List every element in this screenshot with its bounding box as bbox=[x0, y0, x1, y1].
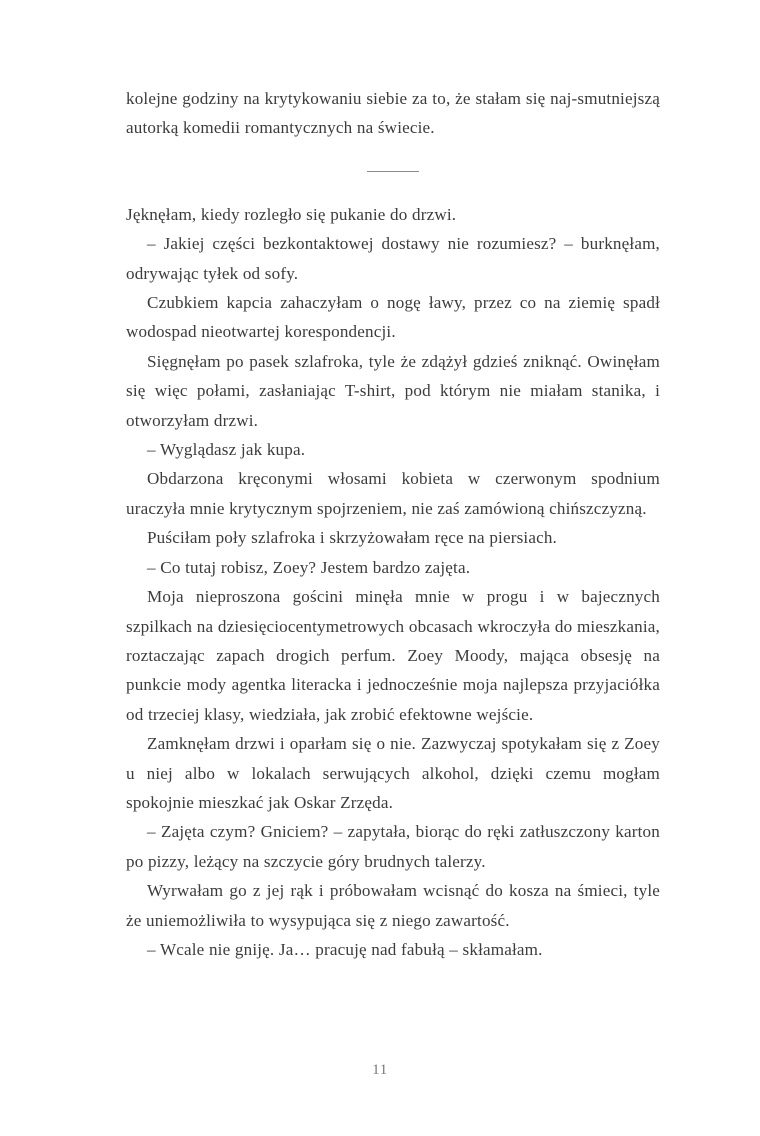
page-number: 11 bbox=[372, 1062, 388, 1078]
paragraph: – Zajęta czym? Gniciem? – zapytała, biorąc do ręki zatłuszczony karton po pizzy, leżący na szczycie góry brudnych talerzy. bbox=[126, 822, 660, 871]
paragraph: Sięgnęłam po pasek szlafroka, tyle że zdążył gdzieś zniknąć. Owinęłam się więc połami, zasłaniając T-shirt, pod którym nie miałam stanika, i otworzyłam drzwi. bbox=[126, 351, 660, 430]
paragraph: – Co tutaj robisz, Zoey? Jestem bardzo zajęta. bbox=[147, 557, 471, 577]
paragraph: – Wyglądasz jak kupa. bbox=[147, 440, 306, 460]
paragraph: – Jakiej części bezkontaktowej dostawy nie rozumiesz? – burknęłam, odrywając tyłek od sofy. bbox=[126, 234, 660, 283]
paragraph: Obdarzona kręconymi włosami kobieta w czerwonym spodnium uraczyła mnie krytycznym spojrzeniem, nie zaś zamówioną chińszczyzną. bbox=[126, 469, 660, 518]
paragraph: Moja nieproszona gościni minęła mnie w progu i w bajecznych szpilkach na dziesięciocentymetrowych obcasach wkroczyła do mieszkania, roztaczając zapach drogich perfum. Zoey Moody, mająca obsesję na punkcie mody agentka literacka i jednocześnie moja najlepsza przyjaciółka od trzeciej klasy, wiedziała, jak zrobić efektowne wejście. bbox=[126, 587, 660, 724]
text-column bbox=[126, 84, 660, 964]
paragraph: Jęknęłam, kiedy rozległo się pukanie do drzwi. bbox=[126, 204, 457, 224]
paragraph: – Wcale nie gniję. Ja… pracuję nad fabułą – skłamałam. bbox=[147, 939, 543, 959]
continuation-paragraph: kolejne godziny na krytykowaniu siebie za to, że stałam się naj-smutniejszą autorką komedii romantycznych na świecie. bbox=[126, 89, 660, 138]
section-divider bbox=[126, 143, 660, 200]
paragraph: Czubkiem kapcia zahaczyłam o nogę ławy, przez co na ziemię spadł wodospad nieotwartej korespondencji. bbox=[126, 293, 660, 342]
paragraph: Puściłam poły szlafroka i skrzyżowałam ręce na piersiach. bbox=[147, 528, 557, 548]
section-divider-rule bbox=[367, 171, 419, 172]
paragraph: Zamknęłam drzwi i oparłam się o nie. Zazwyczaj spotykałam się z Zoey u niej albo w lokalach serwujących alkohol, dzięki czemu mogłam spokojnie mieszkać jak Oskar Zrzęda. bbox=[126, 734, 660, 812]
paragraph: Wyrwałam go z jej rąk i próbowałam wcisnąć do kosza na śmieci, tyle że uniemożliwiła to wysypująca się z niego zawartość. bbox=[126, 881, 660, 930]
